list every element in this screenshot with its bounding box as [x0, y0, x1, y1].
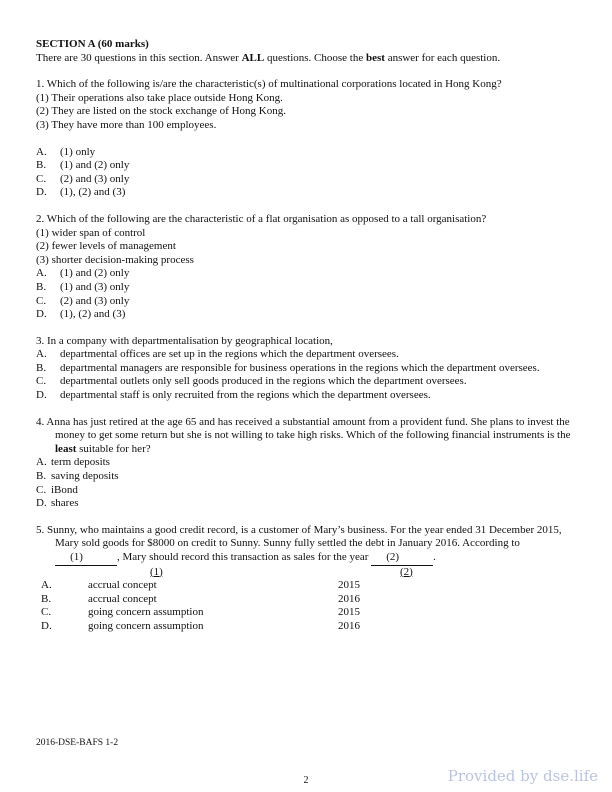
section-title: SECTION A (60 marks): [36, 38, 149, 50]
q5-table-header: [36, 566, 584, 580]
question-1: [36, 78, 584, 200]
question-3-stem: 3. In a company with departmentalisation by geographical location,: [36, 334, 333, 347]
q5-col1-header: (1): [150, 565, 163, 578]
section-instructions: There are 30 questions in this section. Answer ALL questions. Choose the best answer for each question.: [36, 51, 501, 64]
q5-option-a: A. accrual concept 2015: [41, 579, 360, 592]
q2-statement-1: (1) wider span of control: [36, 226, 146, 239]
exam-page: [36, 38, 584, 647]
question-5: [36, 524, 584, 634]
q5-option-d: D. going concern assumption 2016: [41, 619, 360, 632]
q4-option-a: A. term deposits: [36, 456, 110, 469]
question-4-stem: 4. Anna has just retired at the age 65 and has received a substantial amount from a provident fund. She plans to invest the money to get some return but she is not willing to take high risks. Which of the following financial instruments is the least suitable for her?: [36, 415, 571, 455]
page-number: 2: [303, 775, 309, 786]
q5-option-b: B. accrual concept 2016: [41, 592, 360, 605]
question-1-stem: 1. Which of the following is/are the characteristic(s) of multinational corporations located in Hong Kong?: [36, 78, 502, 91]
q5-col2-header: (2): [400, 565, 413, 578]
q4-option-d: D. shares: [36, 497, 79, 510]
question-2-stem: 2. Which of the following are the characteristic of a flat organisation as opposed to a tall organisation?: [36, 212, 487, 225]
q4-option-c: C. iBond: [36, 483, 78, 496]
q1-option-c: C. (2) and (3) only: [36, 172, 130, 185]
q3-option-b: B. departmental managers are responsible for business operations in the regions which the department oversees.: [36, 361, 540, 374]
question-3: [36, 335, 584, 403]
q3-option-c: C. departmental outlets only sell goods produced in the regions which the department oversees.: [36, 375, 467, 388]
question-5-stem: 5. Sunny, who maintains a good credit record, is a customer of Mary’s business. For the year ended 31 December 2015, Mary sold goods for $8000 on credit to Sunny. Sunny fully settled the debt in January 2016. According to (1) , Mary should record this transaction as sales for the year (2) .: [36, 524, 584, 566]
question-4: [36, 416, 584, 511]
q5-blank-1: (1): [55, 551, 117, 566]
q1-statement-3: (3) They have more than 100 employees.: [36, 118, 217, 131]
q2-statement-2: (2) fewer levels of management: [36, 240, 176, 253]
q1-statement-2: (2) They are listed on the stock exchange of Hong Kong.: [36, 105, 286, 118]
q3-option-a: A. departmental offices are set up in the regions which the department oversees.: [36, 348, 399, 361]
q2-option-c: C. (2) and (3) only: [36, 294, 130, 307]
q2-option-d: D. (1), (2) and (3): [36, 308, 126, 321]
q5-blank-2: (2): [371, 551, 433, 566]
q3-option-d: D. departmental staff is only recruited from the regions which the department oversees.: [36, 389, 431, 402]
q2-option-b: B. (1) and (3) only: [36, 280, 130, 293]
q2-statement-3: (3) shorter decision-making process: [36, 253, 194, 266]
q1-option-d: D. (1), (2) and (3): [36, 186, 126, 199]
exam-code: 2016-DSE-BAFS 1-2: [36, 738, 119, 748]
q1-option-b: B. (1) and (2) only: [36, 159, 130, 172]
q4-option-b: B. saving deposits: [36, 470, 119, 483]
q1-option-a: A. (1) only: [36, 145, 96, 158]
q5-option-c: C. going concern assumption 2015: [41, 606, 360, 619]
q2-option-a: A. (1) and (2) only: [36, 267, 130, 280]
watermark: Provided by dse.life: [447, 767, 598, 785]
q1-statement-1: (1) Their operations also take place outside Hong Kong.: [36, 91, 283, 104]
question-2: [36, 213, 584, 322]
